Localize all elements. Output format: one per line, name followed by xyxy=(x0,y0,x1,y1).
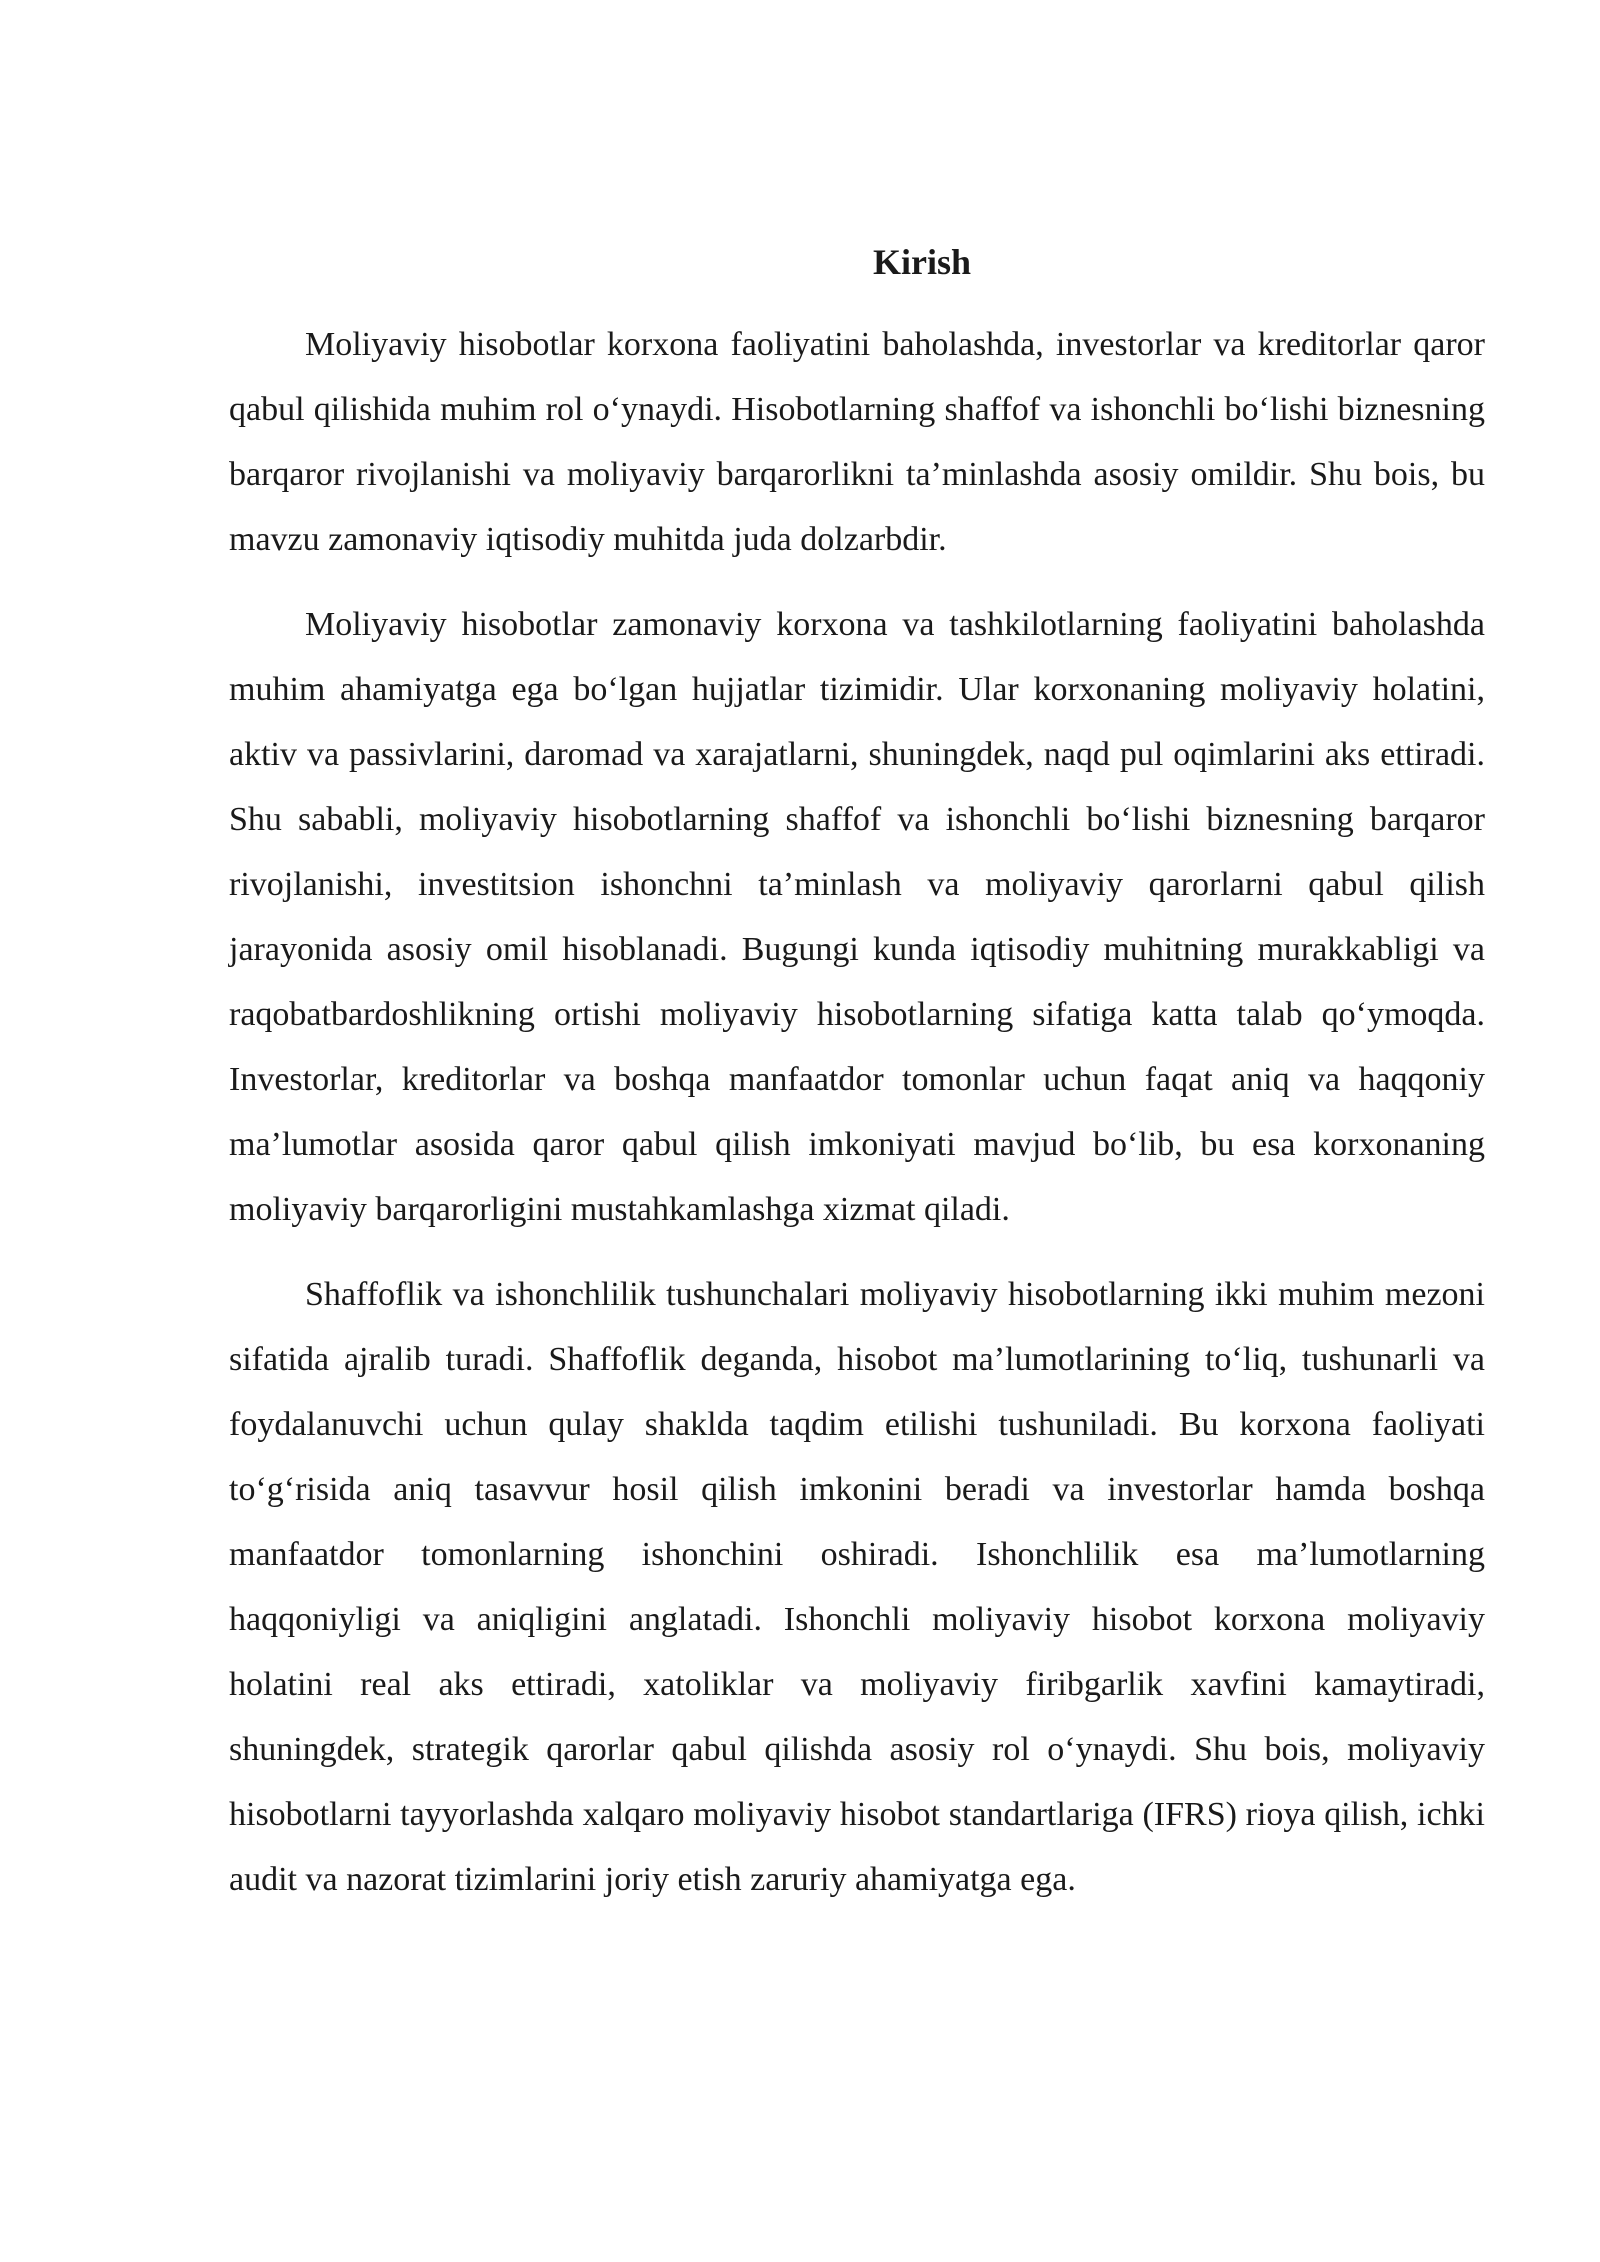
document-body xyxy=(229,232,1485,1932)
paragraph-2: Moliyaviy hisobotlar zamonaviy korxona va tashkilotlarning faoliyatini baholashda muhim ahamiyatga ega bo‘lgan hujjatlar tizimidir. Ular korxonaning moliyaviy holatini, aktiv va passivlarini, daromad va xarajatlarni, shuningdek, naqd pul oqimlarini aks ettiradi. Shu sababli, moliyaviy hisobotlarning shaffof va ishonchli bo‘lishi biznesning barqaror rivojlanishi, investitsion ishonchni ta’minlash va moliyaviy qarorlarni qabul qilish jarayonida asosiy omil hisoblanadi. Bugungi kunda iqtisodiy muhitning murakkabligi va raqobatbardoshlikning ortishi moliyaviy hisobotlarning sifatiga katta talab qo‘ymoqda. Investorlar, kreditorlar va boshqa manfaatdor tomonlar uchun faqat aniq va haqqoniy ma’lumotlar asosida qaror qabul qilish imkoniyati mavjud bo‘lib, bu esa korxonaning moliyaviy barqarorligini mustahkamlashga xizmat qiladi. xyxy=(229,606,1485,1228)
page-title: Kirish xyxy=(872,242,971,282)
paragraph-3: Shaffoflik va ishonchlilik tushunchalari moliyaviy hisobotlarning ikki muhim mezoni sifatida ajralib turadi. Shaffoflik deganda, hisobot ma’lumotlarining to‘liq, tushunarli va foydalanuvchi uchun qulay shaklda taqdim etilishi tushuniladi. Bu korxona faoliyati to‘g‘risida aniq tasavvur hosil qilish imkonini beradi va investorlar hamda boshqa manfaatdor tomonlarning ishonchini oshiradi. Ishonchlilik esa ma’lumotlarning haqqoniyligi va aniqligini anglatadi. Ishonchli moliyaviy hisobot korxona moliyaviy holatini real aks ettiradi, xatoliklar va moliyaviy firibgarlik xavfini kamaytiradi, shuningdek, strategik qarorlar qabul qilishda asosiy rol o‘ynaydi. Shu bois, moliyaviy hisobotlarni tayyorlashda xalqaro moliyaviy hisobot standartlariga (IFRS) rioya qilish, ichki audit va nazorat tizimlarini joriy etish zaruriy ahamiyatga ega. xyxy=(229,1276,1485,1898)
paragraph-1: Moliyaviy hisobotlar korxona faoliyatini baholashda, investorlar va kreditorlar qaror qabul qilishida muhim rol o‘ynaydi. Hisobotlarning shaffof va ishonchli bo‘lishi biznesning barqaror rivojlanishi va moliyaviy barqarorlikni ta’minlashda asosiy omildir. Shu bois, bu mavzu zamonaviy iqtisodiy muhitda juda dolzarbdir. xyxy=(229,326,1485,558)
